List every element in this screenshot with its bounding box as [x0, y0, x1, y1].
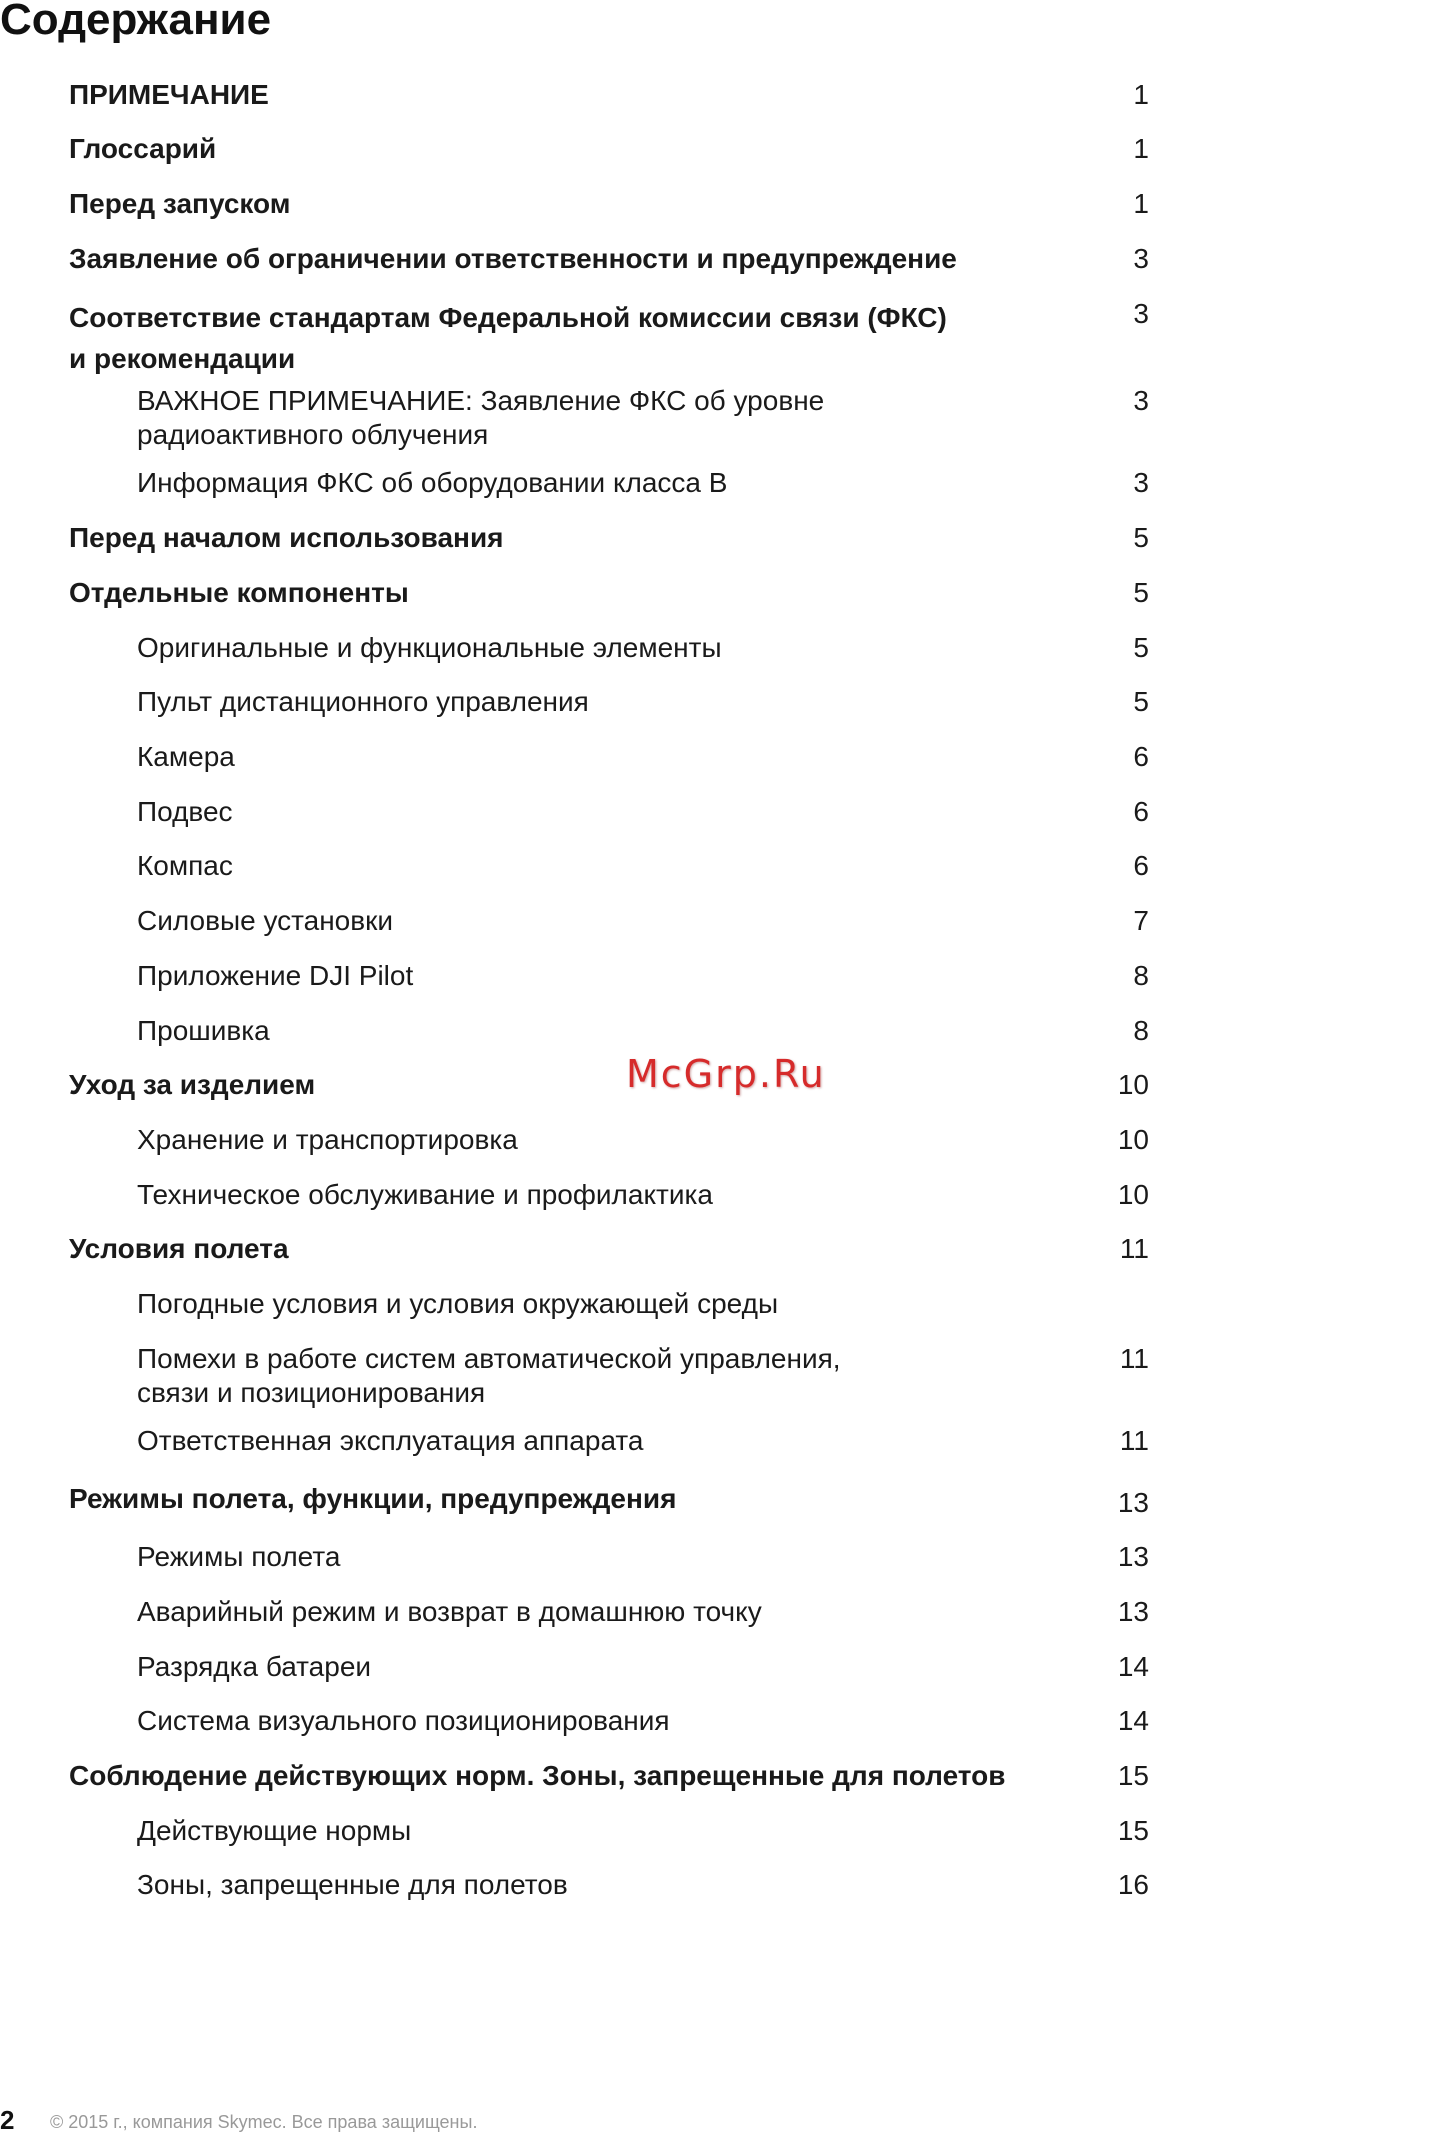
toc-entry-page: 13 [1117, 1487, 1149, 1518]
toc-entry-title: Перед началом использования [69, 522, 504, 553]
toc-entry-page: 6 [1133, 850, 1149, 881]
toc-entry-title: Режимы полета [137, 1541, 341, 1572]
watermark: McGrp.Ru [626, 1052, 826, 1096]
toc-entry-title: Ответственная эксплуатация аппарата [137, 1425, 644, 1456]
toc-entry-title: Заявление об ограничении ответственности и предупреждение [69, 243, 957, 274]
page-number: 2 [0, 2105, 15, 2135]
copyright-notice: © 2015 г., компания Skymec. Все права защищены. [50, 2112, 478, 2132]
toc-entry-title: Режимы полета, функции, предупреждения [69, 1483, 677, 1514]
toc-entry-page: 5 [1133, 522, 1149, 553]
toc-entry-page: 8 [1133, 1015, 1149, 1046]
toc-entry-page: 10 [1117, 1124, 1149, 1155]
toc-entry-page: 10 [1117, 1179, 1149, 1210]
toc-entry-page: 11 [1119, 1233, 1149, 1264]
toc-entry-title: Приложение DJI Pilot [137, 960, 414, 991]
toc-entry-title: Соответствие стандартам Федеральной комиссии связи (ФКС) и рекомендации [69, 302, 947, 374]
toc-entry-title: Перед запуском [69, 188, 291, 219]
toc-entry-page: 5 [1133, 577, 1149, 608]
toc-entry-title: Действующие нормы [137, 1815, 412, 1846]
toc-entry-page: 3 [1133, 298, 1149, 329]
toc-entry-page: 10 [1117, 1069, 1149, 1100]
page-title: Содержание [0, 0, 272, 44]
toc-entry-title: Прошивка [137, 1015, 270, 1046]
toc-entry-page: 3 [1133, 243, 1149, 274]
toc-entry-page: 6 [1133, 741, 1149, 772]
toc-entry-title: Компас [137, 850, 233, 881]
toc-entry-page: 1 [1133, 79, 1149, 110]
toc-entry-page: 11 [1119, 1343, 1149, 1374]
toc-entry-title: Зоны, запрещенные для полетов [137, 1869, 568, 1900]
toc-entry-title: Оригинальные и функциональные элементы [137, 632, 722, 663]
page-footer [0, 2105, 600, 2140]
toc-entry-title: Условия полета [69, 1233, 289, 1264]
toc-entry-page: 16 [1117, 1869, 1149, 1900]
toc-entry-page: 8 [1133, 960, 1149, 991]
toc-entry-page: 1 [1133, 133, 1149, 164]
toc-entry-page: 15 [1117, 1815, 1149, 1846]
toc-entry-title: Камера [137, 741, 235, 772]
toc-entry-title: Помехи в работе систем автоматической управления, связи и позиционирования [137, 1343, 841, 1408]
toc-entry-title: Глоссарий [69, 133, 217, 164]
toc-entry-page: 6 [1133, 796, 1149, 827]
toc-entry-title: Подвес [137, 796, 233, 827]
toc-entry-title: Погодные условия и условия окружающей среды [137, 1288, 779, 1319]
toc-entry-page: 7 [1133, 905, 1149, 936]
toc-entry-title: Уход за изделием [69, 1069, 316, 1100]
toc-entry-title: Информация ФКС об оборудовании класса B [137, 467, 728, 498]
toc-entry-page: 5 [1133, 686, 1149, 717]
toc-entry-page: 14 [1117, 1651, 1149, 1682]
toc-entry-page: 3 [1133, 385, 1149, 416]
toc-entry-page: 3 [1133, 467, 1149, 498]
toc-entry-title: Аварийный режим и возврат в домашнюю точку [137, 1596, 762, 1627]
toc-entry-title: Разрядка батареи [137, 1651, 372, 1682]
toc-entry-title: Хранение и транспортировка [137, 1124, 518, 1155]
toc-entry-title: Отдельные компоненты [69, 577, 409, 608]
toc-entry-page: 14 [1117, 1705, 1149, 1736]
toc-entry-page: 15 [1117, 1760, 1149, 1791]
toc-entry-page: 11 [1119, 1425, 1149, 1456]
toc-entry-title: Силовые установки [137, 905, 394, 936]
toc-entry-page: 13 [1117, 1596, 1149, 1627]
toc-entry-title: Техническое обслуживание и профилактика [137, 1179, 713, 1210]
toc-entry-title: ПРИМЕЧАНИЕ [69, 79, 269, 110]
toc-entry-title: ВАЖНОЕ ПРИМЕЧАНИЕ: Заявление ФКС об уровне радиоактивного облучения [137, 385, 825, 450]
toc-entry-page: 1 [1133, 188, 1149, 219]
toc-entry-page: 5 [1133, 632, 1149, 663]
toc-entry-page: 13 [1117, 1541, 1149, 1572]
toc-entry-title: Пульт дистанционного управления [137, 686, 589, 717]
toc-entry-title: Система визуального позиционирования [137, 1705, 670, 1736]
toc-entry-title: Соблюдение действующих норм. Зоны, запрещенные для полетов [69, 1760, 1006, 1791]
